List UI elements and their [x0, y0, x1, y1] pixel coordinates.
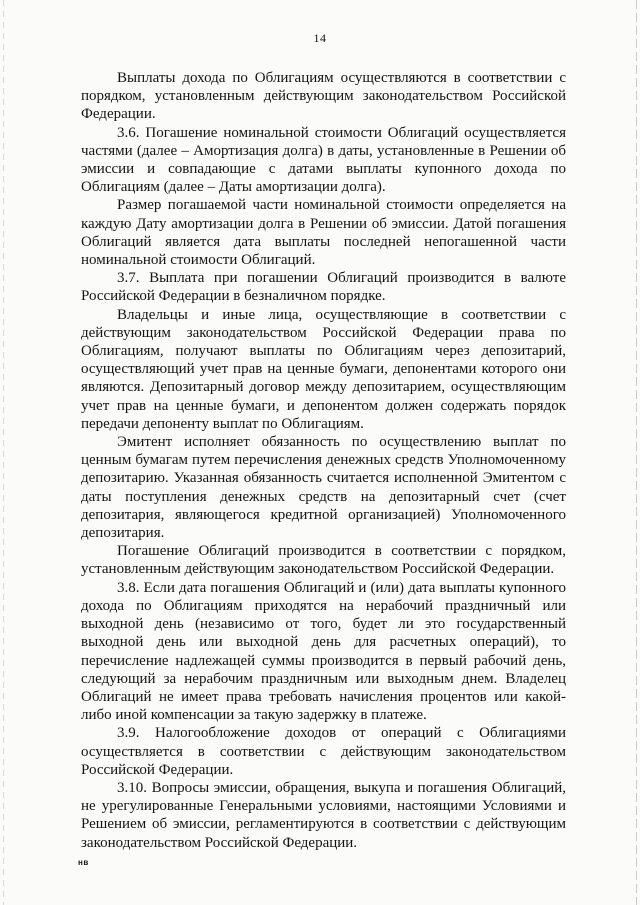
- document-body: [81, 69, 566, 852]
- paragraph-issuer-obligation: Эмитент исполняет обязанность по осуществлению выплат по ценным бумагам путем перечисления денежных средств Уполномоченному депозитарию. Указанная обязанность считается исполненной Эмитентом с даты поступления денежных средств на депозитарный счет (счет депозитария, являющегося кредитной организацией) Уполномоченного депозитария.: [81, 434, 566, 542]
- scan-edge-left: [3, 0, 4, 905]
- paragraph-3-7-currency: 3.7. Выплата при погашении Облигаций производится в валюте Российской Федерации в безналичном порядке.: [81, 270, 566, 305]
- footer-mark: нв: [78, 858, 89, 867]
- page-number: 14: [313, 31, 327, 45]
- paragraph-redemption-order: Погашение Облигаций производится в соответствии с порядком, установленным действующим законодательством Российской Федерации.: [81, 543, 566, 578]
- paragraph-amortization-size: Размер погашаемой части номинальной стоимости определяется на каждую Дату амортизации долга в Решении об эмиссии. Датой погашения Облигаций является дата выплаты последней непогашенной части номинальной стоимости Облигаций.: [81, 197, 566, 269]
- paragraph-3-8-non-working-day: 3.8. Если дата погашения Облигаций и (или) дата выплаты купонного дохода по Облигациям приходятся на нерабочий праздничный или выходной день (независимо от того, будет ли это государственный выходной день или выходной день для расчетных операций), то перечисление надлежащей суммы производится в первый рабочий день, следующий за нерабочим праздничным или выходным днем. Владелец Облигаций не имеет права требовать начисления процентов или какой-либо иной компенсации за такую задержку в платеже.: [81, 579, 566, 724]
- paragraph-holders-payments: Владельцы и иные лица, осуществляющие в соответствии с действующим законодательством Российской Федерации права по Облигациям, получают выплаты по Облигациям через депозитарий, осуществляющий учет прав на ценные бумаги, депонентами которого они являются. Депозитарный договор между депозитарием, осуществляющим учет прав на ценные бумаги, и депонентом должен содержать порядок передачи депоненту выплат по Облигациям.: [81, 306, 566, 432]
- paragraph-3-9-taxation: 3.9. Налогообложение доходов от операций с Облигациями осуществляется в соответствии с действующим законодательством Российской Федерации.: [81, 725, 566, 778]
- paragraph-3-6-amortization: 3.6. Погашение номинальной стоимости Облигаций осуществляется частями (далее – Амортизация долга) в даты, установленные в Решении об эмиссии и совпадающие с датами выплаты купонного дохода по Облигациям (далее – Даты амортизации долга).: [81, 124, 566, 196]
- paragraph-payment-of-income: Выплаты дохода по Облигациям осуществляются в соответствии с порядком, установленным действующим законодательством Российской Федерации.: [81, 70, 566, 123]
- scan-edge-right: [636, 0, 637, 905]
- paragraph-3-10-other-issues: 3.10. Вопросы эмиссии, обращения, выкупа и погашения Облигаций, не урегулированные Генеральными условиями, настоящими Условиями и Решением об эмиссии, регламентируются в соответствии с действующим законодательством Российской Федерации.: [81, 779, 566, 851]
